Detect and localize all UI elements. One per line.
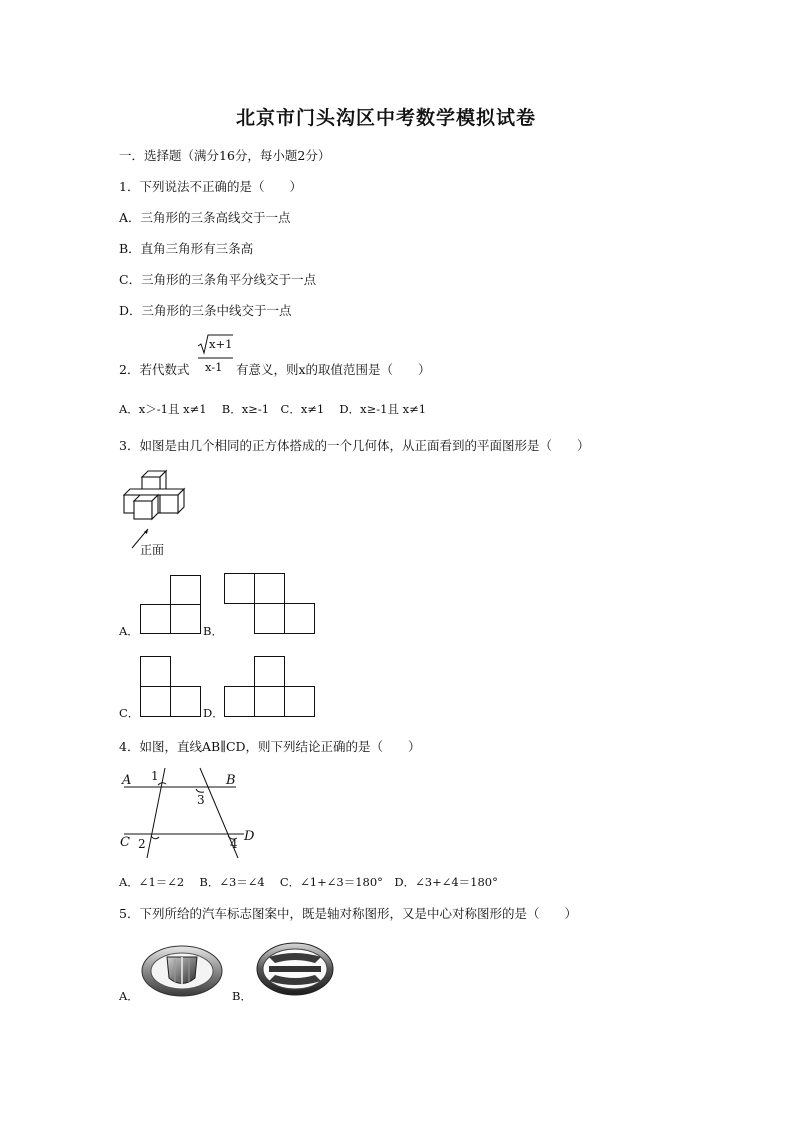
q1-option-d: D．三角形的三条中线交于一点 [119, 303, 292, 318]
q3-option-b-figure [224, 573, 316, 635]
q4-options: A．∠1＝∠2 B．∠3＝∠4 C．∠1+∠3＝180° D．∠3+∠4＝180° [119, 875, 498, 889]
q5-stem: 5．下列所给的汽车标志图案中，既是轴对称图形，又是中心对称图形的是（ ） [119, 906, 577, 921]
q3-option-b-label: B． [203, 624, 223, 638]
q3-option-d-figure [224, 656, 316, 718]
page-title: 北京市门头沟区中考数学模拟试卷 [236, 107, 537, 129]
q5-option-b-label: B． [232, 989, 252, 1003]
q2-numerator: x+1 [209, 337, 233, 351]
q4-stem: 4．如图，直线AB∥CD，则下列结论正确的是（ ） [119, 739, 421, 754]
q1-option-a: A．三角形的三条高线交于一点 [119, 210, 291, 225]
q4-angle-2: 2 [138, 837, 146, 851]
q4-label-b: B [226, 773, 236, 788]
q4-label-a: A [122, 773, 132, 788]
q3-option-a-label: A． [119, 624, 139, 638]
q4-angle-4: 4 [230, 837, 238, 851]
q3-cube-figure [118, 468, 190, 558]
q3-option-c-label: C． [119, 706, 140, 720]
q1-option-b: B．直角三角形有三条高 [119, 241, 254, 256]
q4-label-d: D [244, 829, 255, 844]
q5-emblem-a-icon [141, 944, 223, 998]
q4-label-c: C [120, 835, 130, 850]
q4-parallel-lines-figure [116, 762, 266, 862]
q4-angle-1: 1 [151, 769, 159, 783]
q3-stem: 3．如图是由几个相同的正方体搭成的一个几何体，从正面看到的平面图形是（ ） [119, 438, 590, 453]
q1-option-c: C．三角形的三条角平分线交于一点 [119, 272, 317, 287]
section-heading: 一．选择题（满分16分，每小题2分） [119, 148, 331, 163]
q1-stem: 1．下列说法不正确的是（ ） [119, 179, 302, 194]
q2-stem-suffix: 有意义，则x的取值范围是（ ） [236, 362, 431, 377]
q3-option-c-figure [140, 656, 202, 718]
q2-options: A．x＞-1且 x≠1 B．x≥-1 C．x≠1 D．x≥-1且 x≠1 [119, 402, 427, 416]
q3-front-label: 正面 [140, 543, 165, 557]
q2-stem-prefix: 2．若代数式 [119, 362, 190, 377]
q2-denominator: x-1 [205, 360, 223, 374]
q5-option-a-label: A． [119, 989, 139, 1003]
q5-emblem-b-icon [255, 941, 335, 997]
q4-angle-3: 3 [197, 793, 205, 807]
q2-fraction [196, 333, 234, 379]
q3-option-a-figure [140, 575, 202, 635]
q3-option-d-label: D． [203, 706, 224, 720]
